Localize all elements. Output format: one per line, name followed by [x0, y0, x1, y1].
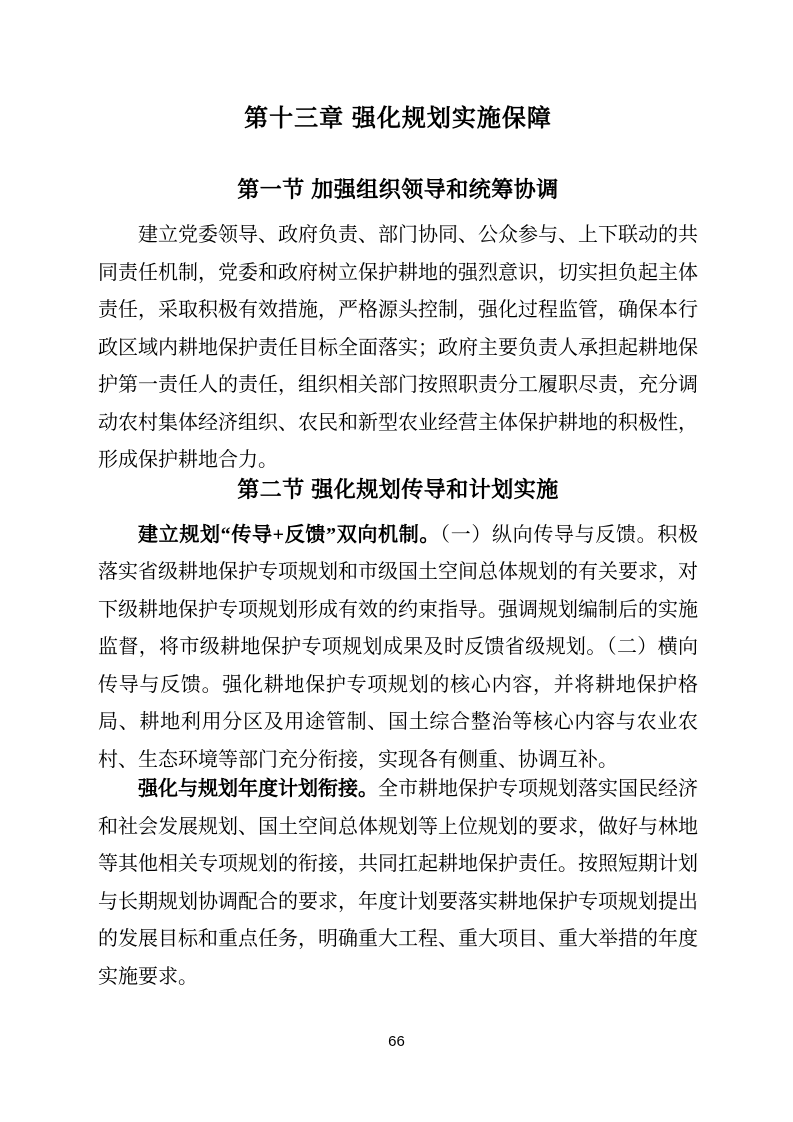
- section-2-title: 第二节 强化规划传导和计划实施: [237, 476, 559, 502]
- paragraph-text: 建立党委领导、政府负责、部门协同、公众参与、上下联动的共同责任机制，党委和政府树立保护耕地的强烈意识，切实担负起主体责任，采取积极有效措施，严格源头控制，强化过程监管，确保本行政区域内耕地保护责任目标全面落实；政府主要负责人承担起耕地保护第一责任人的责任，组织相关部门按照职责分工履职尽责，充分调动农村集体经济组织、农民和新型农业经营主体保护耕地的积极性，形成保护耕地合力。: [98, 224, 698, 471]
- section-1-title: 第一节 加强组织领导和统筹协调: [237, 177, 559, 202]
- chapter-title: 第十三章 强化规划实施保障: [244, 105, 552, 132]
- paragraph-text: （一）纵向传导与反馈。积极落实省级耕地保护专项规划和市级国土空间总体规划的有关要求，对下级耕地保护专项规划形成有效的约束指导。强调规划编制后的实施监督，将市级耕地保护专项规划成果及时反馈省级规划。（二）横向传导与反馈。强化耕地保护专项规划的核心内容，并将耕地保护格局、耕地利用分区及用途管制、国土综合整治等核心内容与农业农村、生态环境等部门充分衔接，实现各有侧重、协调互补。: [98, 523, 698, 771]
- section-2-paragraph-2: [98, 771, 698, 996]
- section-2-paragraph-1: [98, 517, 698, 780]
- section-1-paragraph: [98, 217, 698, 480]
- paragraph-lead: 建立规划“传导+反馈”双向机制。: [138, 523, 441, 546]
- paragraph-text: 全市耕地保护专项规划落实国民经济和社会发展规划、国土空间总体规划等上位规划的要求，做好与林地等其他相关专项规划的衔接，共同扛起耕地保护责任。按照短期计划与长期规划协调配合的要求，年度计划要落实耕地保护专项规划提出的发展目标和重点任务，明确重大工程、重大项目、重大举措的年度实施要求。: [98, 778, 698, 988]
- paragraph-lead: 强化与规划年度计划衔接。: [138, 778, 378, 800]
- page-number: 66: [388, 1033, 405, 1050]
